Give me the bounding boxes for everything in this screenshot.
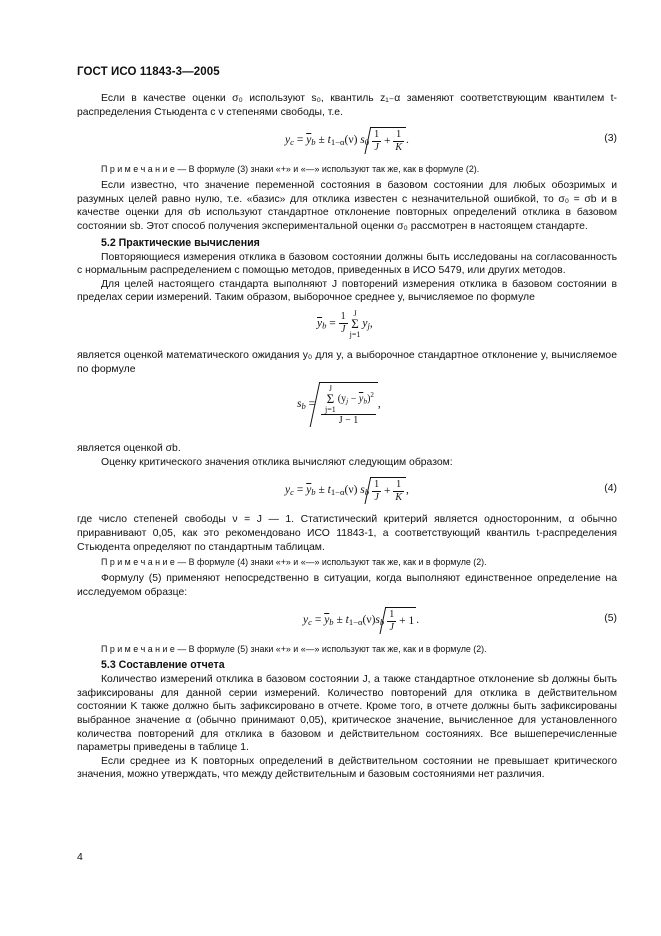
formula-5-number: (5) bbox=[604, 613, 617, 625]
paragraph-11: Если среднее из K повторных определений в действительном состоянии не превышает критического значения, можно утверждать, что между действительным и базовым состояниями нет различия. bbox=[77, 755, 617, 781]
paragraph-8: где число степеней свободы ν = J — 1. Статистический критерий является односторонним, α обычно приравнивают 0,05, как это рекомендовано ИСО 11843-1, а соответствующий квантиль t-распределения Стьюдента определяют по стандартным таблицам. bbox=[77, 514, 617, 553]
paragraph-5: является оценкой математического ожидания y₀ для y, а выборочное стандартное отклонение y, вычисляемое по формуле bbox=[77, 349, 617, 375]
formula-3: $y_c = \overline{y}_b \pm t_{1-\alpha}(\nu)$ $s_0$ $\frac{1}{J}$ + $\frac{1}{K}$ . (3) bbox=[285, 129, 617, 154]
page-number: 4 bbox=[77, 852, 83, 863]
paragraph-4: Для целей настоящего стандарта выполняют J повторений измерения отклика в базовом состоянии в пределах серии измерений. Таким образом, выборочное среднее y, вычисляемое по формуле bbox=[77, 278, 617, 304]
note-3: П р и м е ч а н и е — В формуле (5) знаки «+» и «—» используют так же, как и в формуле (2). bbox=[101, 644, 487, 655]
paragraph-6: является оценкой σb. bbox=[77, 443, 181, 455]
paragraph-7: Оценку критического значения отклика вычисляют следующим образом: bbox=[101, 456, 453, 468]
formula-3-number: (3) bbox=[604, 133, 617, 145]
document-header: ГОСТ ИСО 11843-3—2005 bbox=[77, 66, 220, 78]
formula-mean: $\overline{y}_b$ = $\frac{1}{J}$ J Σ $j=1y_j$, bbox=[317, 308, 373, 339]
document-body bbox=[77, 92, 617, 782]
paragraph-3: Повторяющиеся измерения отклика в базовом состоянии должны быть исследованы на согласованность с нормальным распределением с помощью методов, приведенных в ИСО 5479, или других методов. bbox=[77, 251, 617, 277]
section-5-2-heading: 5.2 Практические вычисления bbox=[101, 236, 260, 249]
formula-5: $y_c = \overline{y}_b \pm t_{1-\alpha}(\nu)s_b$ $\frac{1}{J}$ + 1 . (5) bbox=[303, 609, 617, 634]
section-5-3-heading: 5.3 Составление отчета bbox=[101, 659, 225, 672]
paragraph-9: Формулу (5) применяют непосредственно в ситуации, когда выполняют единственное определение на исследуемом образце: bbox=[77, 573, 617, 598]
note-2: П р и м е ч а н и е — В формуле (4) знаки «+» и «—» используют так же, как и в формуле (2). bbox=[101, 557, 487, 568]
formula-4-number: (4) bbox=[604, 483, 617, 495]
paragraph-1: Если в качестве оценки σ₀ используют s₀, квантиль z₁₋α заменяют соответствующим квантилем t-распределения Стьюдента с ν степенями свободы, т.е. bbox=[77, 93, 617, 118]
paragraph-2: Если известно, что значение переменной состояния в базовом состоянии для любых обозримых и разумных целей равно нулю, т.е. «базис» для отклика известен с незначительной ошибкой, то σ₀ = σb и в качестве оценки для σb используют стандартное отклонение повторных определений отклика в базовом состоянии sb. Этот способ получения экспериментальной оценки σ₀ рассмотрен в настоящем стандарте. bbox=[77, 180, 617, 232]
formula-4: $y_c = \overline{y}_b \pm t_{1-\alpha}(\nu)$ $s_b$ $\frac{1}{J}$ + $\frac{1}{K}$ , (4) bbox=[285, 479, 617, 504]
note-1: П р и м е ч а н и е — В формуле (3) знаки «+» и «—» используют так же, как в формуле (2). bbox=[101, 164, 480, 175]
formula-std: $s_b$ = J Σ $j=1(y_j - \overline{y}_b)^2$ J − 1 , bbox=[297, 384, 381, 427]
paragraph-10: Количество измерений отклика в базовом состоянии J, а также стандартное отклонение sb должны быть зафиксированы для данной серии измерений. Количество повторений для отклика в действительном состоянии K также должно быть зафиксировано в отчете. Кроме того, в отчете должны быть зафиксированы выбранное значение α (обычно принимают 0,05), критическое значение, вычисленное для установленного количества повторений для отклика в базовом и действительном состояниях. Все вышеперечисленные параметры приведены в таблице 1. bbox=[77, 674, 617, 754]
